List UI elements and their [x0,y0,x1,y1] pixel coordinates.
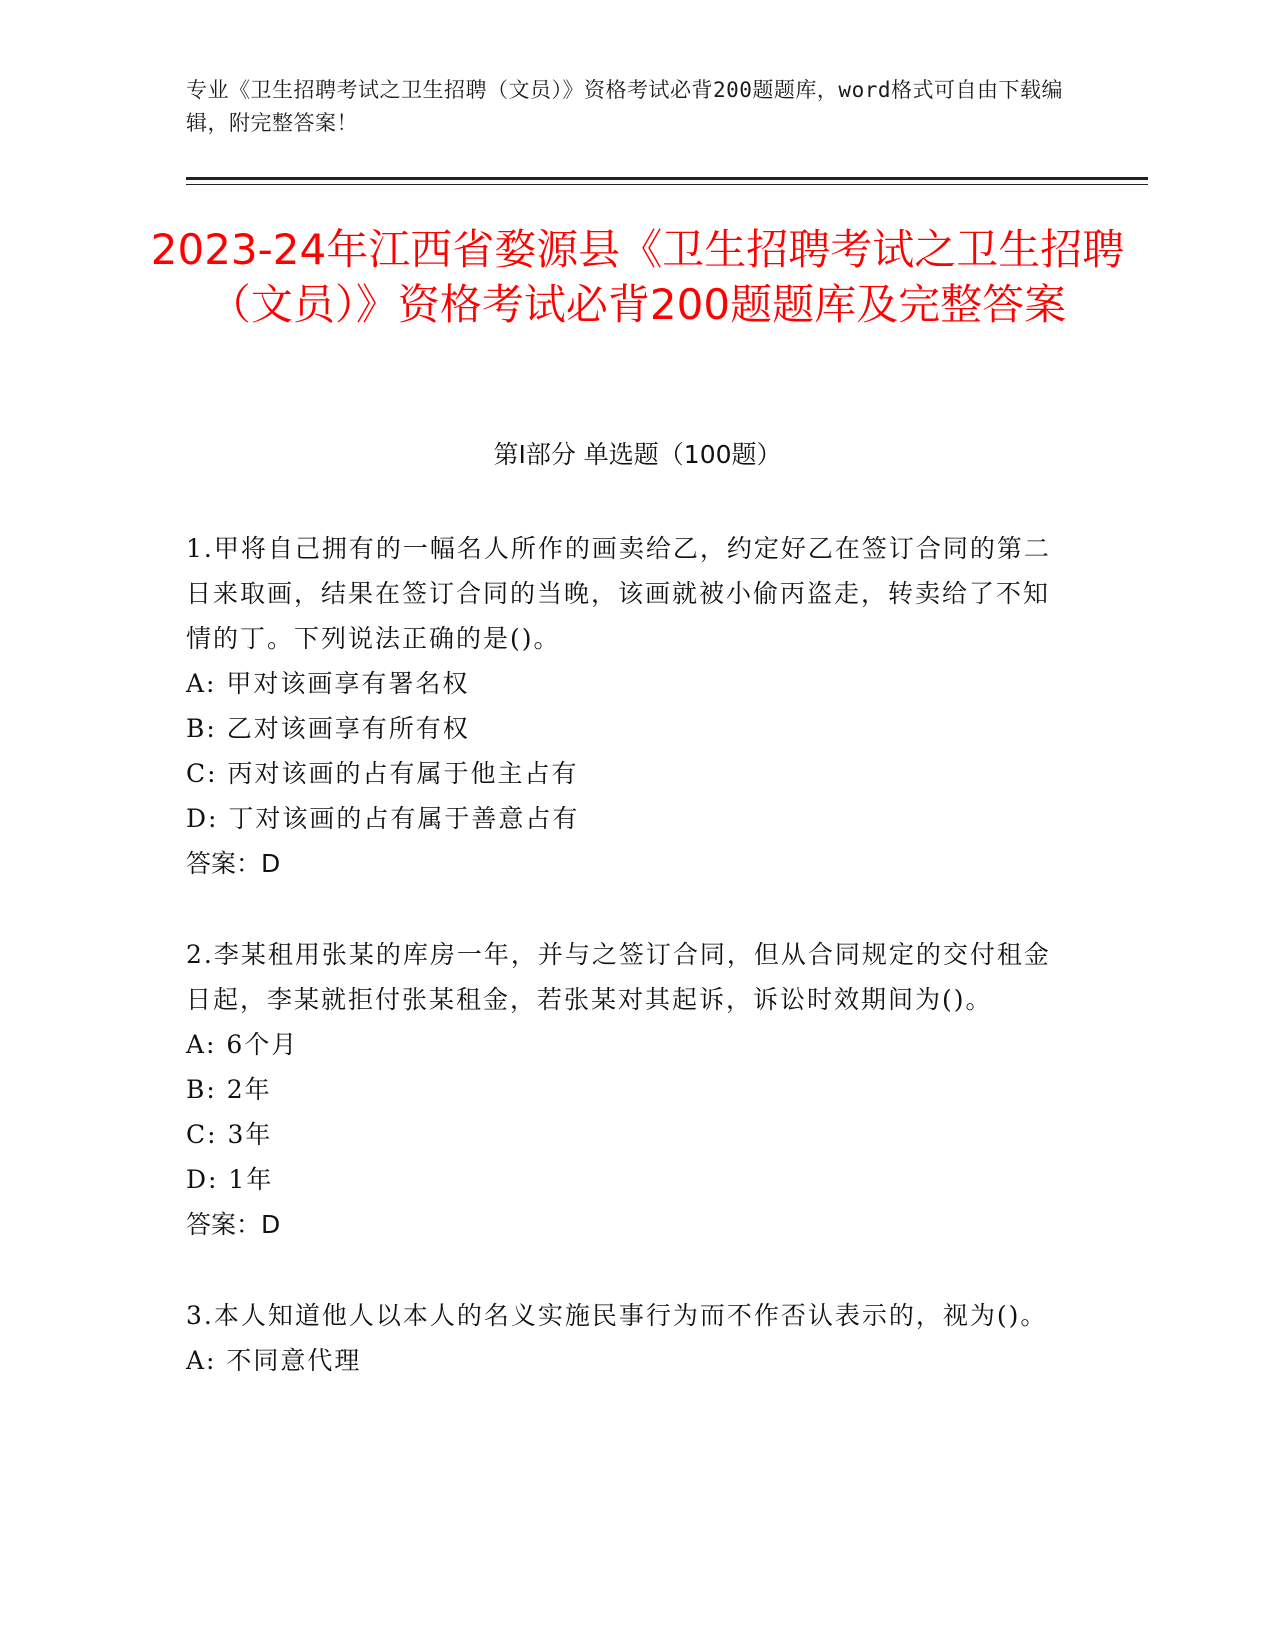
document-title: 2023-24年江西省婺源县《卫生招聘考试之卫生招聘（文员）》资格考试必背200题题库及完整答案 [150,225,1125,329]
question-text: 2.李某租用张某的库房一年，并与之签订合同，但从合同规定的交付租金日起，李某就拒付张某租金，若张某对其起诉，诉讼时效期间为()。 [186,940,1051,1014]
question-3 [186,1293,1066,1383]
header-divider-thick [186,177,1148,180]
option-b: B: 乙对该画享有所有权 [186,714,470,743]
question-text: 3.本人知道他人以本人的名义实施民事行为而不作否认表示的，视为()。 [186,1301,1048,1330]
option-d: D: 丁对该画的占有属于善意占有 [186,804,580,833]
answer-line: 答案：D [186,1210,281,1239]
question-2 [186,932,1066,1247]
option-c: C: 3年 [186,1120,273,1149]
option-d: D: 1年 [186,1165,274,1194]
header-note: 专业《卫生招聘考试之卫生招聘（文员）》资格考试必背200题题库，word格式可自由下载编辑，附完整答案！ [186,78,1063,135]
section-heading: 第Ⅰ部分 单选题（100题） [493,440,782,469]
option-a: A: 6个月 [186,1030,299,1059]
question-list [186,526,1066,1429]
option-a: A: 不同意代理 [186,1346,362,1375]
option-c: C: 丙对该画的占有属于他主占有 [186,759,579,788]
question-1 [186,526,1066,886]
header-divider-thin [186,184,1148,185]
answer-line: 答案：D [186,849,281,878]
option-b: B: 2年 [186,1075,272,1104]
question-text: 1.甲将自己拥有的一幅名人所作的画卖给乙，约定好乙在签订合同的第二日来取画，结果在签订合同的当晚，该画就被小偷丙盗走，转卖给了不知情的丁。下列说法正确的是()。 [186,534,1051,653]
option-a: A: 甲对该画享有署名权 [186,669,470,698]
